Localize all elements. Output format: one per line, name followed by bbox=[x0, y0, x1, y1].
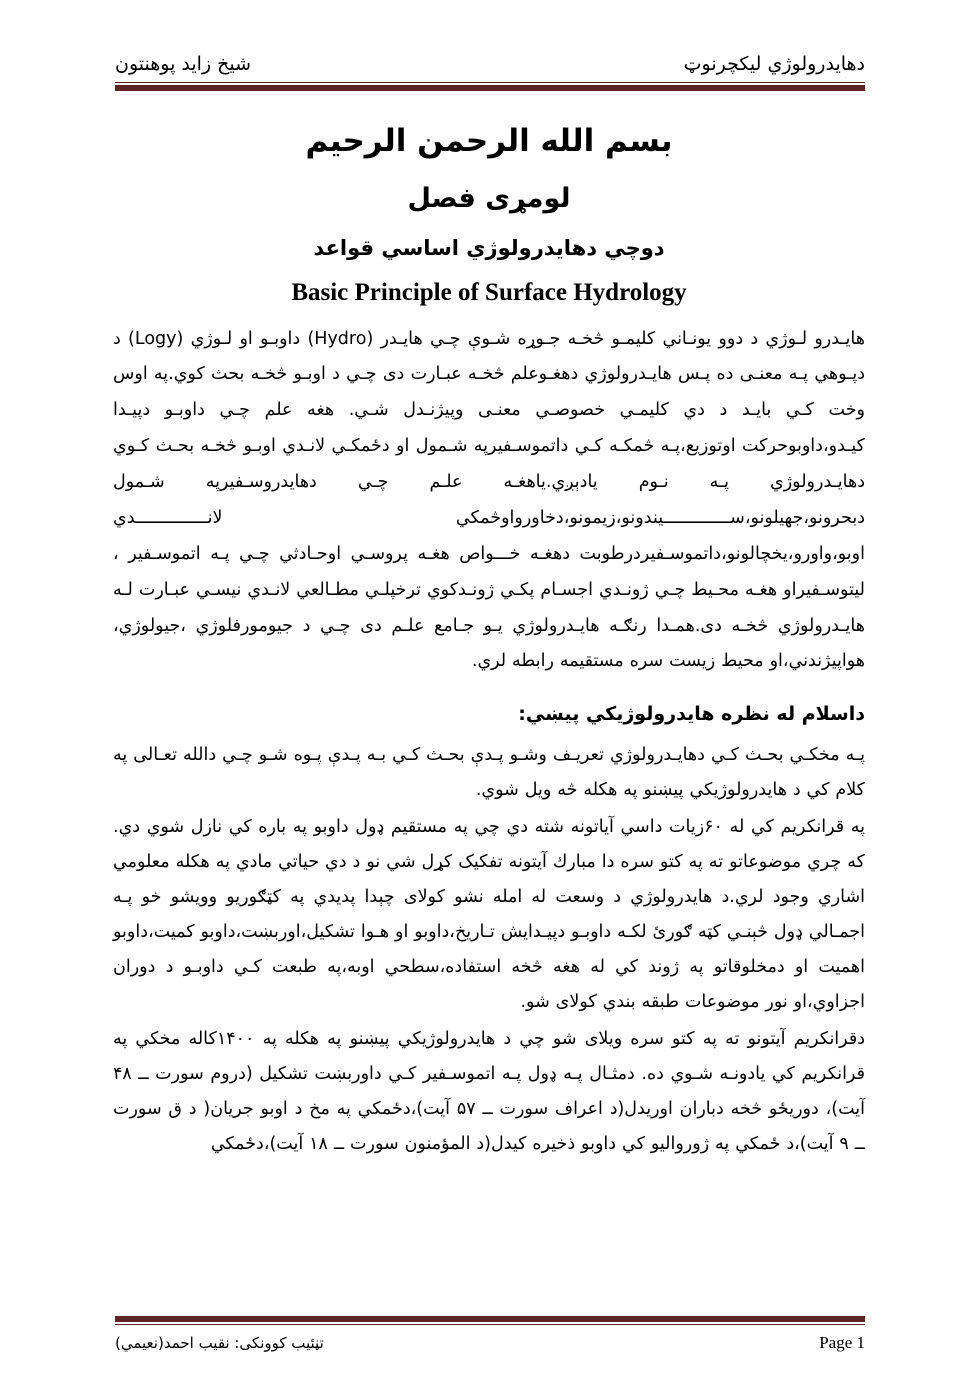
page-number: Page 1 bbox=[819, 1333, 865, 1352]
document-content bbox=[113, 118, 865, 1164]
footer-compiler-credit: تڼئیب كوونكی: نقیب احمد(نعیمي) bbox=[115, 1334, 324, 1352]
section-subtitle: دوچي دهايدرولوژي اساسي قواعد bbox=[313, 236, 665, 260]
footer-text-row bbox=[115, 1333, 865, 1353]
body-paragraph-4: دقرانكريم آيتونو ته په كتو سره ويلای شو چي د هايدرولوژيكي پيښنو په هكله په ۱۴۰۰كاله مخكي په قرانكريم كي يادونـه شـوي ده. دمثـال پـه ډول پـه اتموسـفير كـي داوربښت تشكيل (دروم سورت ــ ۴۸ آيت)، دوريځو څخه دباران اوريدل(د اعراف سورت ــ ۵۷ آيت)،دځمكي په مخ د اوبو جريان( د ق سورت ــ ۹ آيت)،د ځمكي په ژوروالیو كي داوبو ذخيره كيدل(د المؤمنون سورت ــ ۱۸ آيت)،دځمكي bbox=[113, 1029, 865, 1155]
body-paragraph-1: هايـدرو لـوژي د دوو يونـاني كليمـو څخـه جـوړه شـوې چـي هايـدر (Hydro) داوبـو او لـوژي (Logy) د دپـوهي پـه معنـی ده پـس هايـدرولوژي دهغـوعلم څخـه عبـارت دی چـي د اوبـو څخـه بحث كوي.په اوس وخت كـي بايـد د دي كليمـي خصوصـي معنـی وپیژنـدل شـي. هغه علم چـي داوبـو دپيـدا كيـدو،داوبوحركت اوتوزيع،پـه څمكـه كـي داتموسـفيرپه شـمول او دځمكـي لانـدي اوبـو څخـه بحـث كـوي دهايـدرولوژي پـه نـوم يادېږي.ياهغـه علـم چـي دهايدروسـفيرپه شـمول دبحرونو،جهيلونو،ســـــــــــــیندونو،زیمونو،دخاورواوڅمكي لانــــــــــــــدي اوبو،واورو،يخچالونو،داتموسـفيردرطوبت دهغـه خـــواص هغـه پروسـي اوحـادثي چـي پـه اتموسـفير ، ليتوسـفيراو هغـه محـيط چـي ژونـدي اجسـام پكـي ژونـدكوي ترخپلـي مطـالعي لانـدي نيسـي عبـارت لـه هايـدرولوژي څخـه دی.همـدا رنګـه هايـدرولوژي يـو جـامع علـم دی چـي د جيومورفلوژي ،جيولوژي، هواپيژندني،او محيط زيست سره مستقيمه رابطه لري. bbox=[113, 328, 865, 672]
header-right-title: شیخ زاید پوهنتون bbox=[115, 53, 252, 75]
body-paragraph-3: په قرانكريم كي له ۶۰زيات داسي آياتونه شته دي چي په مستقيم ډول داوبو په باره كي نازل شوي دي. كه چري موضوعاتو ته په كتو سره دا مبارك آيتونه تفكيک كړل شي نو د دي حياتي مادي په هكله معلومي اشاري وجود لري.د هايدرولوژي د وسعت له امله نشو كولای چېدا پديدي په كټګوريو وويشو خو پـه اجمـالي ډول څېنـي كټه ګورئ لكـه داوبـو دپيـدايش تـاريخ،داوبو او هـوا تشكيل،اوربښت،داوبو كميت،داوبو اهميت او دمخلوقاتو په ژوند كي له هغه څخه استفاده،سطحي اوبه،په طبعت كـي داوبـو د دوران اجزاوي،او نور موضوعات طبقه بندي كولای شو. bbox=[113, 817, 865, 1013]
body-paragraph-2: پـه مخكـي بحـث كـي دهايـدرولوژي تعريـف وشـو پـدې بحـث كـي بـه پـدې پـوه شـو چـي دالله تعـالی په كلام كي د هايدرولوژيكي پيښنو په هكله څه ويل شوي. bbox=[113, 745, 865, 801]
header-left-title: دهایدرولوژي لیکچرنوټ bbox=[683, 53, 865, 75]
footer-divider-bar bbox=[115, 1316, 865, 1322]
page-header bbox=[115, 52, 865, 91]
header-text-row bbox=[115, 52, 865, 78]
section-heading-islam-hydrology: داسلام له نظره هايدرولوژيکي پيښي: bbox=[518, 703, 865, 726]
header-divider-bar bbox=[115, 85, 865, 91]
basmala-title: بسم الله الرحمن الرحیم bbox=[305, 123, 673, 159]
footer-divider bbox=[115, 1316, 865, 1325]
chapter-title: لومړی فصل bbox=[407, 182, 571, 214]
header-divider bbox=[115, 82, 865, 91]
english-title: Basic Principle of Surface Hydrology bbox=[291, 278, 687, 306]
page-footer bbox=[115, 1316, 865, 1353]
